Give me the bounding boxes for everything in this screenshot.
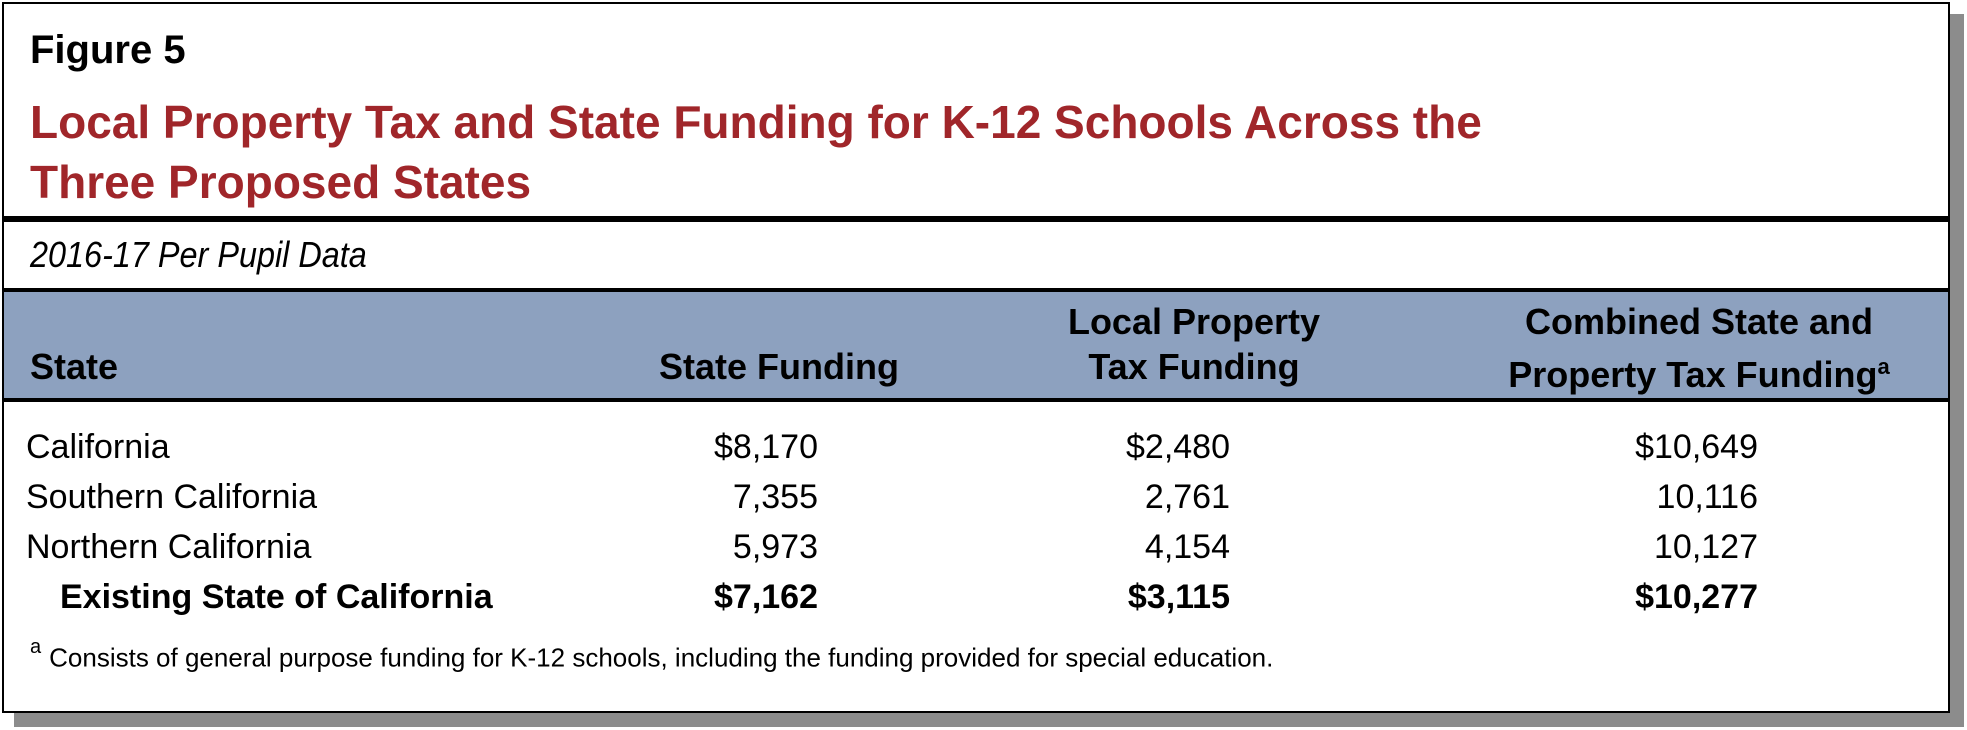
table-row [4, 528, 1948, 578]
title-divider [4, 216, 1948, 222]
row-state-funding: 7,355 [732, 478, 818, 516]
row-state-funding: 5,973 [732, 528, 818, 566]
figure-card [2, 2, 1950, 713]
table-header [4, 288, 1948, 402]
header-local-property-tax [1044, 299, 1344, 389]
footnote [30, 636, 1274, 674]
header-state-funding: State Funding [659, 346, 899, 387]
total-local-funding: $3,115 [1127, 578, 1230, 616]
row-state: Northern California [26, 528, 312, 566]
figure-title-line2: Three Proposed States [30, 156, 532, 208]
footnote-text: Consists of general purpose funding for K-12 schools, including the funding provided for special education. [49, 642, 1274, 673]
row-state: California [26, 428, 170, 466]
header-combined-line1: Combined State and [1524, 301, 1874, 342]
figure-subtitle: 2016-17 Per Pupil Data [30, 234, 367, 275]
header-combined-note-marker: a [1877, 354, 1890, 379]
row-state: Southern California [26, 478, 318, 516]
row-local-funding: 2,761 [1144, 478, 1230, 516]
table-row [4, 428, 1948, 478]
total-state: Existing State of California [60, 578, 493, 616]
footnote-marker: a [30, 636, 42, 658]
figure-label: Figure 5 [30, 28, 186, 72]
total-state-funding: $7,162 [714, 578, 818, 616]
header-combined-funding [1474, 299, 1924, 397]
figure-title [30, 92, 1730, 212]
header-local-line2: Tax Funding [1088, 346, 1300, 387]
header-local-line1: Local Property [1067, 301, 1321, 342]
total-combined-funding: $10,277 [1635, 578, 1758, 616]
row-combined-funding: 10,127 [1654, 528, 1758, 566]
header-state: State [30, 346, 119, 387]
header-combined-line2 [1474, 344, 1924, 397]
header-combined-line2-text: Property Tax Funding [1508, 354, 1878, 395]
row-local-funding: $2,480 [1126, 428, 1230, 466]
row-combined-funding: 10,116 [1656, 478, 1758, 516]
row-state-funding: $8,170 [714, 428, 818, 466]
table-total-row [4, 578, 1948, 628]
row-local-funding: 4,154 [1144, 528, 1230, 566]
row-combined-funding: $10,649 [1635, 428, 1758, 466]
table-row [4, 478, 1948, 528]
figure-title-line1: Local Property Tax and State Funding for K-12 Schools Across the [30, 96, 1482, 148]
